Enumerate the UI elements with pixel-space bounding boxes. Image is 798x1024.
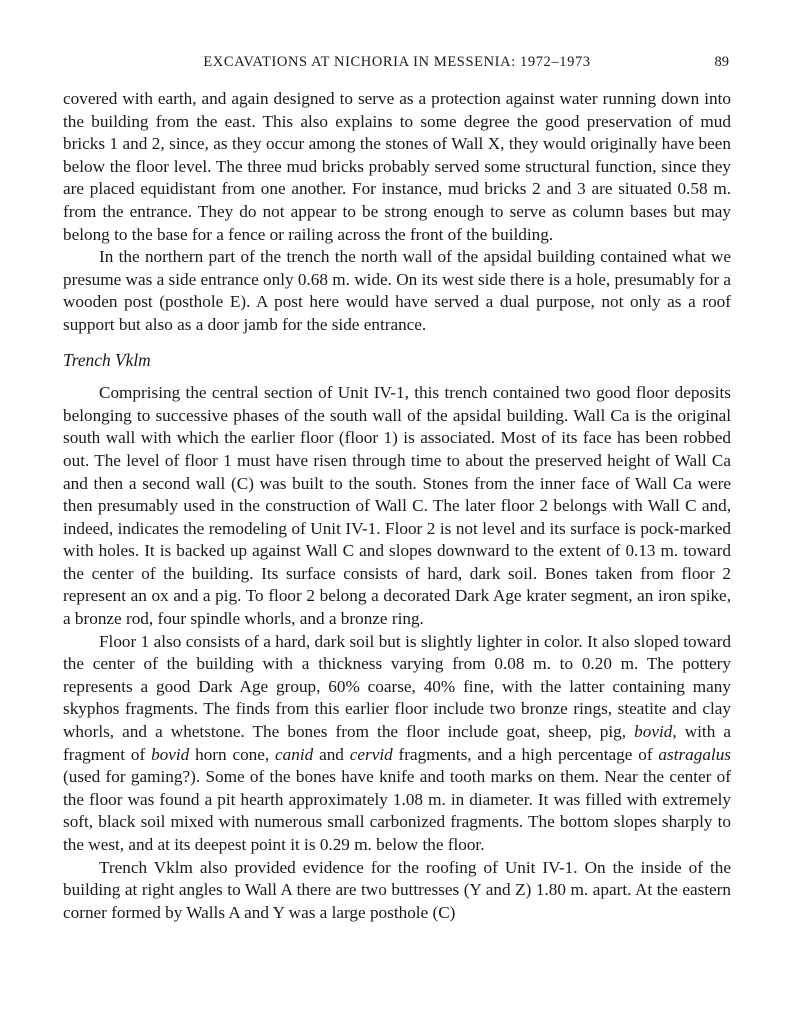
paragraph-roofing: Trench Vklm also provided evidence for the roofing of Unit IV-1. On the inside of the building at right angles to Wall A there are two buttresses (Y and Z) 1.80 m. apart. At the eastern corner formed by Walls A and Y was a large posthole (C) bbox=[63, 857, 731, 922]
text-run: (used for gaming?). Some of the bones have knife and tooth marks on them. Near the center of the floor was found a pit hearth approximately 1.08 m. in diameter. It was filled with extremely soft, black soil mixed with numerous small carbonized fragments. The bottom slopes sharply to the west, and at its deepest point it is 0.29 m. below the floor. bbox=[63, 767, 731, 854]
italic-term: astragalus bbox=[658, 744, 731, 764]
running-head-title: EXCAVATIONS AT NICHORIA IN MESSENIA: 1972–1973 bbox=[203, 54, 591, 70]
italic-term: bovid bbox=[151, 744, 190, 764]
italic-term: canid bbox=[275, 744, 314, 764]
running-head bbox=[63, 50, 731, 74]
italic-term: cervid bbox=[349, 744, 393, 764]
page bbox=[63, 50, 731, 924]
paragraph-side-entrance: In the northern part of the trench the north wall of the apsidal building contained what we presume was a side entrance only 0.68 m. wide. On its west side there is a hole, presumably for a wooden post (posthole E). A post here would have served a dual purpose, not only as a roof support but also as a door jamb for the side entrance. bbox=[63, 247, 731, 334]
body-text bbox=[63, 88, 731, 924]
paragraph-continued: covered with earth, and again designed to serve as a protection against water running down into the building from the east. This also explains to some degree the good preservation of mud bricks 1 and 2, since, as they occur among the stones of Wall X, they would originally have been below the floor level. The three mud bricks probably served some structural function, since they are placed equidistant from one another. For instance, mud bricks 2 and 3 are situated 0.58 m. from the entrance. They do not appear to be strong enough to serve as column bases but may belong to the base for a fence or railing across the front of the building. bbox=[63, 89, 731, 244]
text-run: fragments, and a high percentage of bbox=[392, 744, 659, 764]
paragraph-trench-floors: Comprising the central section of Unit IV-1, this trench contained two good floor deposits belonging to successive phases of the south wall of the apsidal building. Wall Ca is the original south wall with which the earlier floor (floor 1) is associated. Most of its face has been robbed out. The level of floor 1 must have risen through time to about the preserved height of Wall Ca and then a second wall (C) was built to the south. Stones from the inner face of Wall Ca were then presumably used in the construction of Wall C. The later floor 2 belongs with Wall C and, indeed, indicates the remodeling of Unit IV-1. Floor 2 is not level and its surface is pock-marked with holes. It is backed up against Wall C and slopes downward to the extent of 0.13 m. toward the center of the building. Its surface consists of hard, dark soil. Bones taken from floor 2 represent an ox and a pig. To floor 2 belong a decorated Dark Age krater segment, an iron spike, a bronze rod, four spindle whorls, and a bronze ring. bbox=[63, 383, 731, 629]
text-run: and bbox=[313, 744, 350, 764]
page-number: 89 bbox=[714, 54, 729, 70]
text-run: Floor 1 also consists of a hard, dark soil but is slightly lighter in color. It also sloped toward the center of the building with a thickness varying from 0.08 m. to 0.20 m. The pottery represents a good Dark Age group, 60% coarse, 40% fine, with the latter containing many skyphos fragments. The finds from this earlier floor include two bronze rings, steatite and clay whorls, and a whetstone. The bones from the floor include goat, sheep, pig, bbox=[63, 631, 731, 742]
italic-term: bovid bbox=[634, 722, 673, 742]
text-run: , with a fragment of bbox=[63, 722, 732, 764]
section-heading: Trench Vklm bbox=[63, 349, 151, 370]
text-run: horn cone, bbox=[189, 744, 276, 764]
paragraph-floor-1 bbox=[63, 631, 731, 857]
